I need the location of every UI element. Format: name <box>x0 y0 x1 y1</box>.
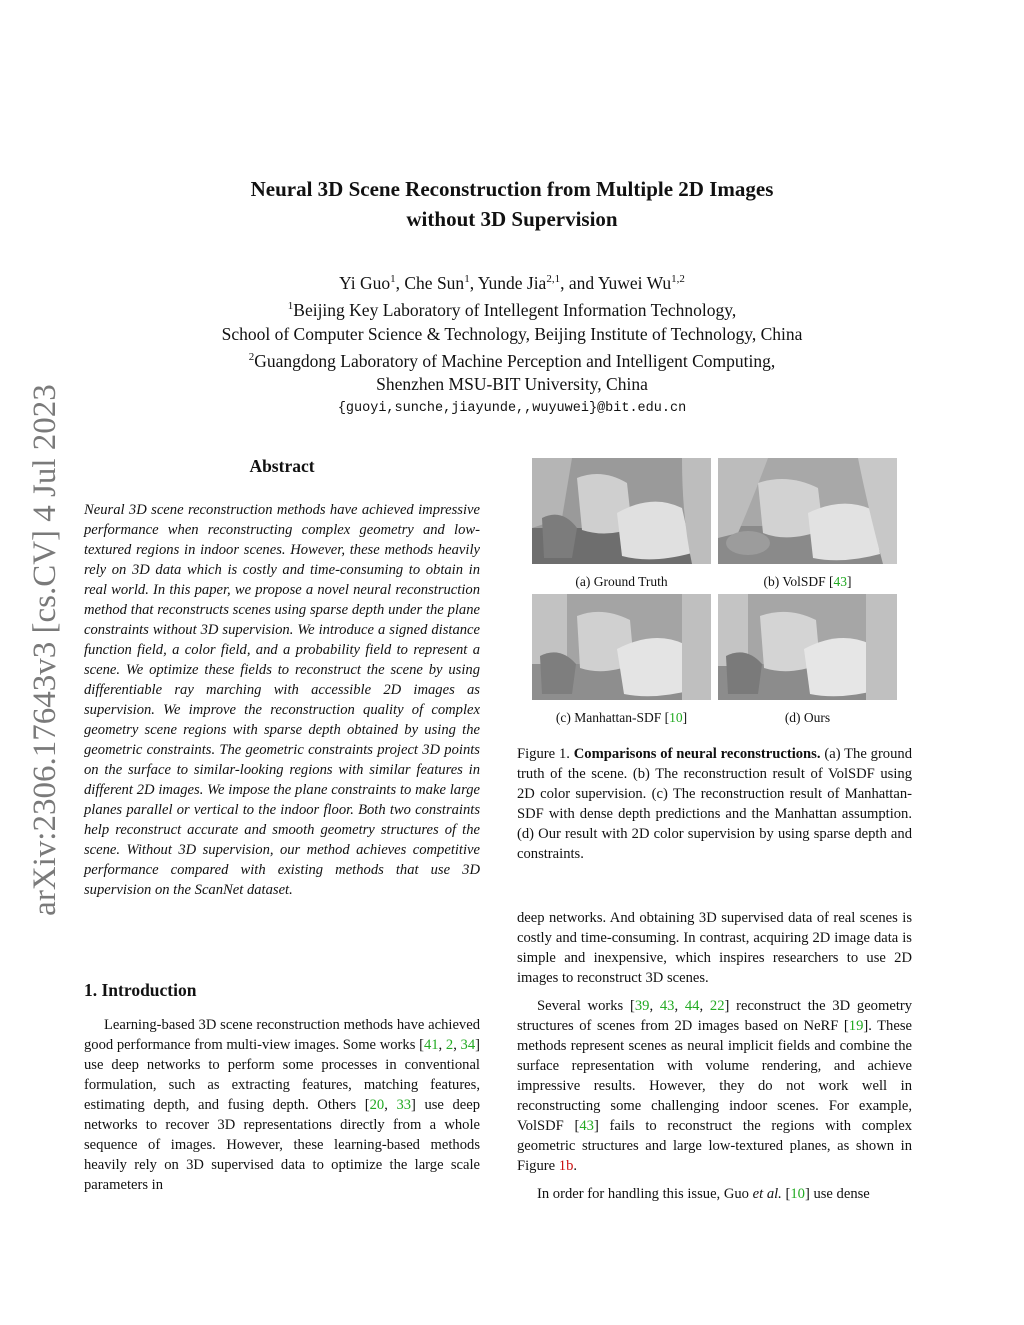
affiliation-mark: 2 <box>248 351 255 364</box>
text-run: ] use dense <box>804 1186 870 1202</box>
paper-title <box>0 174 1024 234</box>
citation-link[interactable]: 10 <box>669 710 683 725</box>
subcaption-a: (a) Ground Truth <box>575 574 668 589</box>
text-run: ]. These methods represent scenes as neural implicit fields and combine the surface representation with volume rendering, and achieve impressive results. However, they do not work well in reconstructing some challenging indoor scenes. For example, VolSDF [ <box>517 1018 912 1134</box>
citation-link[interactable]: 2 <box>445 1037 454 1053</box>
caption-text: (a) The ground truth of the scene. (b) The reconstruction result of VolSDF using 2D color supervision. (c) The reconstruction result of Manhattan-SDF with dense depth predictions and the Manhattan assumption. (d) Our result with 2D color supervision by using sparse depth and constraints. <box>517 746 912 862</box>
affiliation-mark: 1,2 <box>671 273 685 285</box>
abstract-heading: Abstract <box>249 456 315 476</box>
author-list: Yi Guo$^1$, Che Sun$^1$, Yunde Jia$^{2,1}$, and Yuwei Wu$^{1,2}$ <box>339 272 685 293</box>
author-name: Yuwei Wu <box>597 272 672 293</box>
citation-link[interactable]: 10 <box>790 1186 805 1202</box>
subcaption-d: (d) Ours <box>784 710 831 725</box>
figure-caption <box>517 744 912 864</box>
introduction-left-column <box>84 1015 480 1195</box>
text-run: ] <box>847 574 852 589</box>
citation-link[interactable]: 43 <box>833 574 848 589</box>
citation-link[interactable]: 43 <box>659 998 675 1014</box>
affiliation-text: Beijing Key Laboratory of Intellegent Information Technology, <box>293 300 737 321</box>
subcaption-c <box>532 710 711 726</box>
introduction-heading: 1. Introduction <box>84 980 197 1000</box>
text-run: [ <box>781 1186 791 1202</box>
figure-image-ours <box>718 594 897 700</box>
author-block <box>0 268 1024 420</box>
figure-ref-link[interactable]: 1b <box>558 1158 574 1174</box>
text-run: (c) Manhattan-SDF [ <box>555 710 670 725</box>
citation-link[interactable]: 39 <box>634 998 650 1014</box>
subcaption-b <box>718 574 897 590</box>
affiliation-2 <box>0 346 1024 373</box>
citation-link[interactable]: 20 <box>369 1097 385 1113</box>
text-run: ] use deep networks to perform some processes in conventional formulation, such as extracting features, matching features, estimating depth, and fusing depth. Others [ <box>84 1037 480 1113</box>
text-run: Learning-based 3D scene reconstruction methods have achieved good performance from multi-view images. Some works [ <box>84 1017 480 1053</box>
caption-label: Figure 1. <box>517 746 574 762</box>
affiliation-1-line-2: School of Computer Science & Technology, Beijing Institute of Technology, China <box>221 323 803 344</box>
affiliation-mark: 1 <box>390 273 396 285</box>
text-run: et al. <box>752 1186 782 1202</box>
citation-link[interactable]: 44 <box>684 998 700 1014</box>
text-run: Several works [ <box>537 998 635 1014</box>
title-line-1: Neural 3D Scene Reconstruction from Multiple 2D Images <box>250 177 774 201</box>
figure-image-manhattan-sdf <box>532 594 711 700</box>
affiliation-2-line-2: Shenzhen MSU-BIT University, China <box>376 374 648 395</box>
affiliation-1 <box>0 295 1024 322</box>
text-run: In order for handling this issue, Guo <box>537 1186 753 1202</box>
citation-link[interactable]: 19 <box>848 1018 864 1034</box>
arxiv-stamp: arXiv:2306.17643v3 [cs.CV] 4 Jul 2023 <box>27 384 63 916</box>
text-run: ] reconstruct the 3D geometry structures of scenes from 2D images based on NeRF [ <box>517 998 913 1034</box>
caption-title: Comparisons of neural reconstructions. <box>573 746 821 762</box>
citation-link[interactable]: 34 <box>460 1037 476 1053</box>
title-line-2: without 3D Supervision <box>406 207 618 231</box>
text-run: (b) VolSDF [ <box>763 574 834 589</box>
affiliation-mark: 1 <box>287 300 294 313</box>
author-name: Yi Guo <box>339 272 391 293</box>
intro-paragraph-continued: deep networks. And obtaining 3D supervised data of real scenes is costly and time-consuming. In contrast, acquiring 2D image data is simple and inexpensive, which inspires researchers to use 2D images to reconstruct 3D scenes. <box>517 910 912 986</box>
intro-paragraph-3 <box>517 1184 912 1204</box>
abstract-text: Neural 3D scene reconstruction methods have achieved impressive performance when reconstructing complex geometry and low-textured regions in indoor scenes. However, these methods heavily rely on 3D data which is costly and time-consuming to obtain in real world. In this paper, we propose a novel neural reconstruction method that reconstructs scenes using sparse depth under the plane constraints without 3D supervision. We introduce a signed distance function field, a color field, and a probability field to represent a scene. We optimize these fields to reconstruct the scene by using differentiable ray marching with accessible 2D images as supervision. We improve the reconstruction quality of complex geometry scene regions with sparse depth obtained by using the geometric constraints. The geometric constraints project 3D points on the surface to similar-looking regions with similar features in different 2D images. We impose the plane constraints to make large planes parallel or vertical to the indoor floor. Both two constraints help reconstruct accurate and smooth geometry structures of the scene. Without 3D supervision, our method achieves competitive performance compared with existing methods that use 3D supervision on the ScanNet dataset. <box>84 502 480 898</box>
text-run: ] <box>682 710 688 725</box>
author-email: {guoyi,sunche,jiayunde,,wuyuwei}@bit.edu.cn <box>337 400 687 416</box>
intro-paragraph-2: Several works [39, 43, 44, 22] reconstruct the 3D geometry structures of scenes from 2D images based on NeRF [19]. These methods represent scenes as neural implicit fields and combine the surface representation with volume rendering, and achieve impressive results. However, they do not work well in reconstructing some challenging indoor scenes. For example, VolSDF [43] fails to reconstruct the regions with complex geometric structures and large low-textured planes, as shown in Figure 1b. <box>517 998 913 1174</box>
affiliation-mark: 1 <box>464 273 470 285</box>
citation-link[interactable]: 33 <box>396 1097 412 1113</box>
affiliation-mark: 2,1 <box>546 273 561 285</box>
intro-paragraph-1: Learning-based 3D scene reconstruction methods have achieved good performance from multi-view images. Some works [41, 2, 34] use deep networks to perform some processes in conventional formulation, such as extracting features, matching features, estimating depth, and fusing depth. Others [20, 33] use deep networks to recover 3D representations directly from a whole sequence of images. However, these learning-based methods heavily rely on 3D supervised data to optimize the large scale parameters in <box>84 1017 481 1193</box>
text-run: ] use deep networks to recover 3D representations directly from a whole sequence of images. However, these learning-based methods heavily rely on 3D supervised data to optimize the large scale parameters in <box>84 1097 481 1193</box>
text-run: . <box>573 1158 578 1174</box>
text-run: ] fails to reconstruct the regions with complex geometric structures and large low-textured planes, as shown in Figure <box>517 1118 912 1174</box>
citation-link[interactable]: 41 <box>423 1037 439 1053</box>
author-name: Yunde Jia <box>477 272 547 293</box>
figure-image-ground-truth <box>532 458 711 564</box>
affiliation-text: Guangdong Laboratory of Machine Perception and Intelligent Computing, <box>254 350 776 371</box>
author-name: Che Sun <box>404 272 465 293</box>
citation-link[interactable]: 22 <box>709 998 725 1014</box>
figure-image-volsdf <box>718 458 897 564</box>
introduction-right-column <box>517 908 912 1212</box>
citation-link[interactable]: 43 <box>579 1118 594 1134</box>
